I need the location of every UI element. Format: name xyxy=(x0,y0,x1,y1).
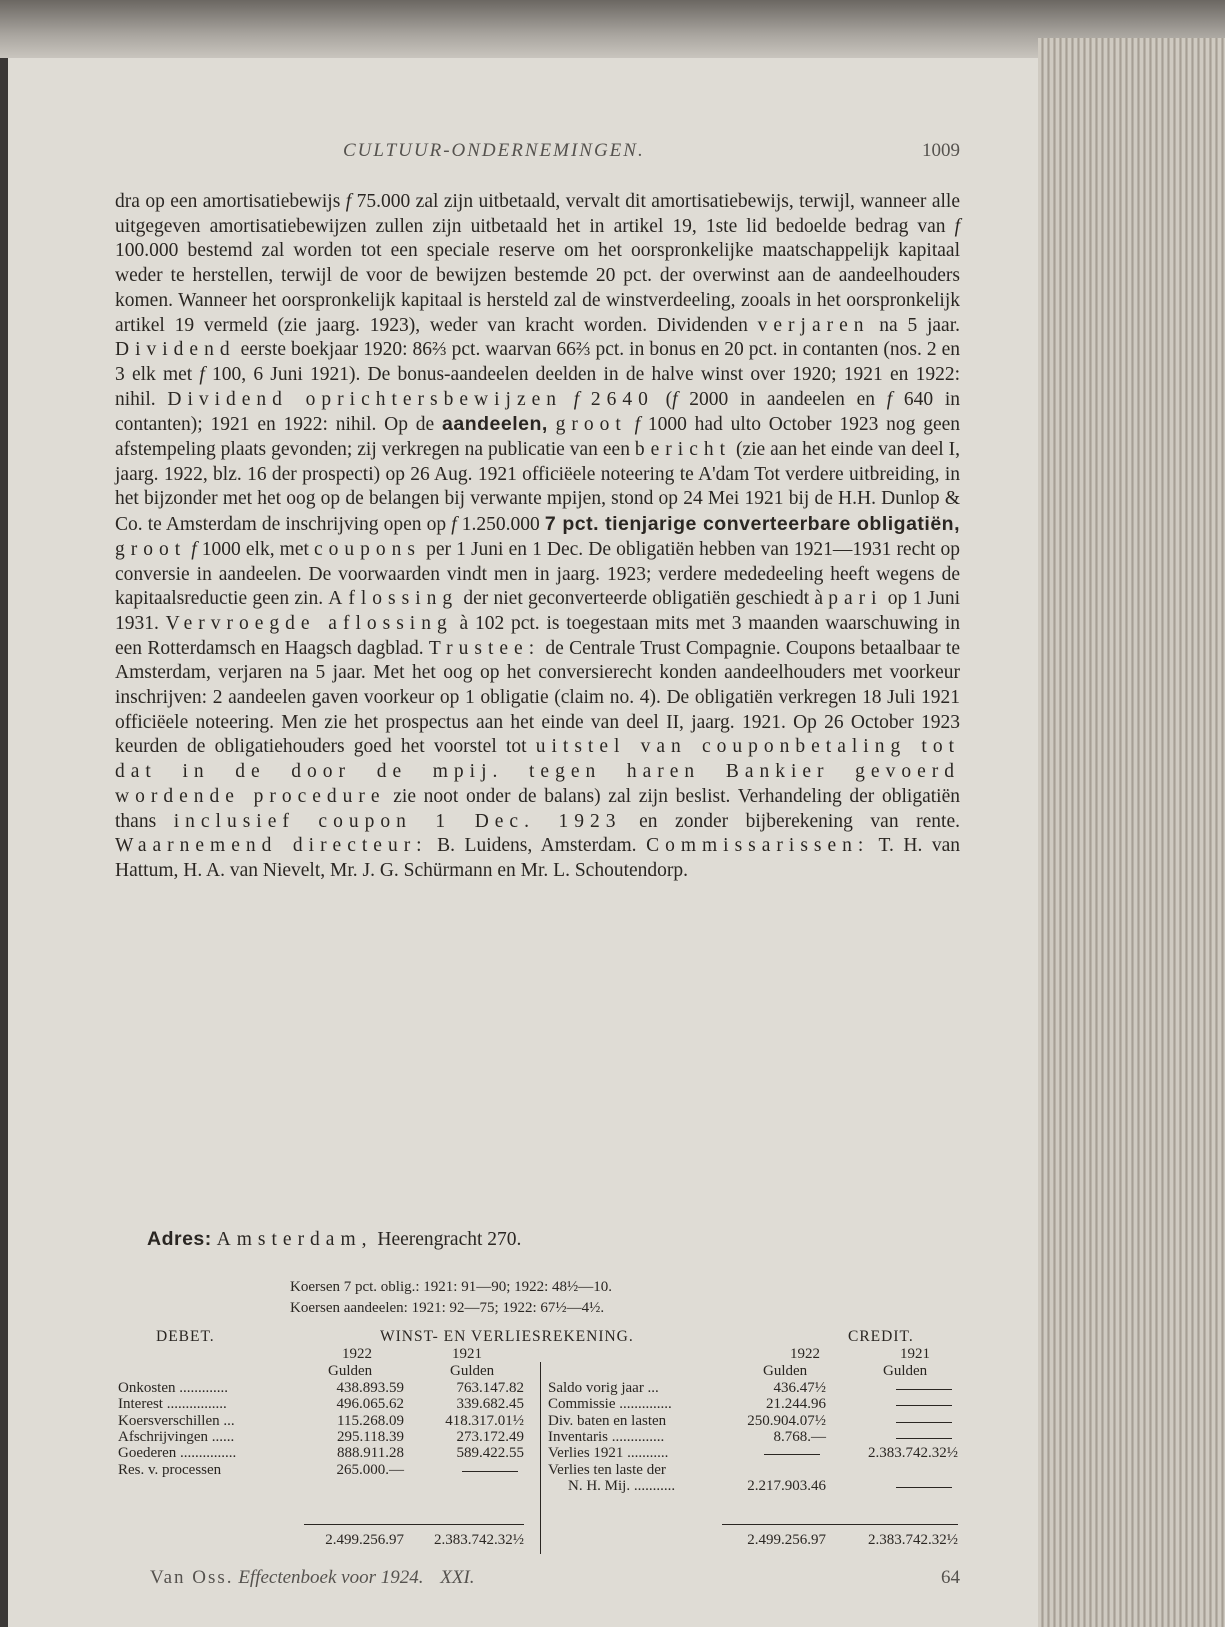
address-city: Amsterdam, xyxy=(216,1229,373,1250)
total-credit-1921: 2.383.742.32½ xyxy=(868,1532,958,1548)
body-text xyxy=(115,190,960,884)
debit-row-1922: 115.268.09 xyxy=(337,1412,404,1429)
debit-year-1922: 1922 xyxy=(342,1346,372,1362)
credit-unit-1922: Gulden xyxy=(763,1363,808,1379)
credit-row-1922: 436.47½ xyxy=(773,1380,826,1396)
debit-row-label: Goederen ............... xyxy=(118,1445,237,1462)
debit-row-1921: 589.422.55 xyxy=(456,1445,524,1462)
total-debit-1922: 2.499.256.97 xyxy=(325,1532,404,1548)
address-label: Adres: xyxy=(147,1228,212,1250)
credit-row-label: Div. baten en lasten xyxy=(548,1412,667,1429)
account-title: WINST- EN VERLIESREKENING. xyxy=(380,1328,634,1345)
credit-row-1921-dash xyxy=(896,1487,952,1488)
total-credit-1922: 2.499.256.97 xyxy=(747,1532,826,1548)
credit-row-label: Saldo vorig jaar ... xyxy=(548,1380,659,1396)
debit-row-label: Res. v. processen xyxy=(118,1461,222,1478)
credit-row-label: Commissie .............. xyxy=(548,1396,672,1413)
page-footer xyxy=(150,1567,960,1593)
footer-imprint xyxy=(150,1567,475,1589)
credit-year-1921: 1921 xyxy=(900,1346,930,1362)
profit-loss-account xyxy=(118,1328,960,1558)
debit-row-label: Interest ................ xyxy=(118,1396,227,1413)
page-number: 1009 xyxy=(922,140,960,161)
credit-row-1922: 8.768.— xyxy=(773,1428,826,1445)
book-fore-edge xyxy=(1038,38,1225,1627)
debit-row-1921: 418.317.01½ xyxy=(445,1412,524,1429)
footer-volume: XXI. xyxy=(440,1567,475,1588)
total-debit-1921: 2.383.742.32½ xyxy=(434,1532,524,1548)
running-head xyxy=(115,140,960,166)
credit-total-rule xyxy=(722,1524,958,1525)
credit-row-label: Verlies ten laste der xyxy=(548,1461,666,1478)
address-street: Heerengracht 270. xyxy=(372,1229,522,1250)
credit-row-label: Inventaris .............. xyxy=(548,1428,665,1445)
debit-unit-1922: Gulden xyxy=(328,1363,373,1379)
credit-year-1922: 1922 xyxy=(790,1346,820,1362)
debit-unit-1921: Gulden xyxy=(450,1363,495,1379)
account-divider xyxy=(540,1362,541,1554)
credit-label: CREDIT. xyxy=(848,1328,914,1345)
debit-row-1922: 265.000.— xyxy=(336,1461,404,1478)
debit-label: DEBET. xyxy=(156,1328,215,1345)
debit-row-1921: 273.172.49 xyxy=(456,1428,524,1445)
debit-year-1921: 1921 xyxy=(452,1346,482,1362)
debit-row-label: Koersverschillen ... xyxy=(118,1412,235,1429)
bond-prices: Koersen 7 pct. oblig.: 1921: 91—90; 1922: 48½—10. xyxy=(290,1279,613,1295)
credit-row-1921-dash xyxy=(896,1438,952,1439)
footer-book-title: Effectenboek voor 1924. xyxy=(238,1567,424,1588)
debit-row-1922: 295.118.39 xyxy=(337,1428,404,1445)
debit-row-1921-dash xyxy=(462,1471,518,1472)
debit-row-1921: 763.147.82 xyxy=(456,1380,524,1396)
footer-signature: 64 xyxy=(941,1567,960,1588)
address-line xyxy=(147,1228,521,1251)
credit-row-label: Verlies 1921 ........... xyxy=(548,1445,669,1462)
debit-row-1922: 888.911.28 xyxy=(337,1445,404,1462)
debit-row-1921: 339.682.45 xyxy=(456,1396,524,1413)
credit-row-1922: 250.904.07½ xyxy=(747,1412,826,1429)
debit-row-1922: 496.065.62 xyxy=(336,1396,404,1413)
credit-row-1922: 2.217.903.46 xyxy=(747,1477,826,1494)
debit-row-label: Onkosten ............. xyxy=(118,1380,228,1396)
credit-unit-1921: Gulden xyxy=(883,1363,928,1379)
credit-row-1922: 21.244.96 xyxy=(766,1396,826,1413)
body-paragraph: dra op een amortisatiebewijs f 75.000 zal zijn uitbetaald, vervalt dit amortisatiebewijs, terwijl, wanneer alle uitgegeven amortisatiebewijzen zullen zijn uitbetaald het in artikel 19, 1ste lid bedoelde bedrag van f 100.000 bestemd zal worden tot een speciale reserve om het oorspronkelijke maatschappelijk kapitaal weder te herstellen, terwijl de voor de bewijzen bestemde 20 pct. der overwinst aan de aandeelhouders komen. Wanneer het oorspronkelijk kapitaal is hersteld zal de winstverdeeling, zooals in het oorspronkelijk artikel 19 vermeld (zie jaarg. 1923), weder van kracht worden. Dividenden verjaren na 5 jaar. Dividend eerste boekjaar 1920: 86⅔ pct. waarvan 66⅔ pct. in bonus en 20 pct. in contanten (nos. 2 en 3 elk met f 100, 6 Juni 1921). De bonus-aandeelen deelden in de halve winst over 1920; 1921 en 1922: nihil. Dividend oprichtersbewijzen f 2640 (f 2000 in aandeelen en f 640 in contanten); 1921 en 1922: nihil. Op de aandeelen, groot f 1000 had ulto October 1923 nog geen afstempeling plaats gevonden; zij verkregen na publicatie van een bericht (zie aan het einde van deel I, jaarg. 1922, blz. 16 der prospecti) op 26 Aug. 1921 officiëele noteering te A'dam Tot verdere uitbreiding, in het bijzonder met het oog op de belangen bij verwante mpijen, stond op 24 Mei 1921 bij de H.H. Dunlop & Co. te Amsterdam de inschrijving open op f 1.250.000 7 pct. tienjarige converteerbare obligatiën, groot f 1000 elk, met coupons per 1 Juni en 1 Dec. De obligatiën hebben van 1921—1931 recht op conversie in aandeelen. De voorwaarden vindt men in jaarg. 1923; verdere mededeeling heeft wegens de kapitaalsreductie geen zin. Aflossing der niet geconverteerde obligatiën geschiedt à pari op 1 Juni 1931. Vervroegde aflossing à 102 pct. is toegestaan mits met 3 maanden waarschuwing in een Rotterdamsch en Haagsch dagblad. Trustee: de Centrale Trust Compagnie. Coupons betaalbaar te Amsterdam, verjaren na 5 jaar. Met het oog op het conversierecht konden aandeelhouders met voorkeur inschrijven: 2 aandeelen gaven voorkeur op 1 obligatie (claim no. 4). De obligatiën verkregen 18 Juli 1921 officiëele noteering. Men zie het prospectus aan het einde van deel II, jaarg. 1921. Op 26 October 1923 keurden de obligatiehouders goed het voorstel tot uitstel van couponbetaling tot dat in de door de mpij. tegen haren Bankier gevoerd wordende procedure zie noot onder de balans) zal zijn beslist. Verhandeling der obligatiën thans inclusief coupon 1 Dec. 1923 en zonder bijberekening van rente. Waarnemend directeur: B. Luidens, Amsterdam. Commissarissen: T. H. van Hattum, H. A. van Nievelt, Mr. J. G. Schürmann en Mr. L. Schoutendorp. xyxy=(115,191,961,881)
credit-row-1921-dash xyxy=(896,1405,952,1406)
credit-row-1921-dash xyxy=(896,1422,952,1423)
share-prices: Koersen aandeelen: 1921: 92—75; 1922: 67½—4½. xyxy=(290,1300,605,1316)
debit-total-rule xyxy=(304,1524,524,1525)
debit-row-label: Afschrijvingen ...... xyxy=(118,1428,235,1445)
debit-row-1922: 438.893.59 xyxy=(336,1380,404,1396)
credit-row-1922-dash xyxy=(764,1454,820,1455)
running-title: CULTUUR-ONDERNEMINGEN. xyxy=(343,140,645,161)
footer-publisher: Van Oss. xyxy=(150,1567,234,1588)
credit-row-1921-dash xyxy=(896,1389,952,1390)
credit-row-1921: 2.383.742.32½ xyxy=(868,1445,958,1462)
price-quotations xyxy=(290,1277,612,1319)
credit-row-label: N. H. Mij. ........... xyxy=(568,1477,676,1494)
